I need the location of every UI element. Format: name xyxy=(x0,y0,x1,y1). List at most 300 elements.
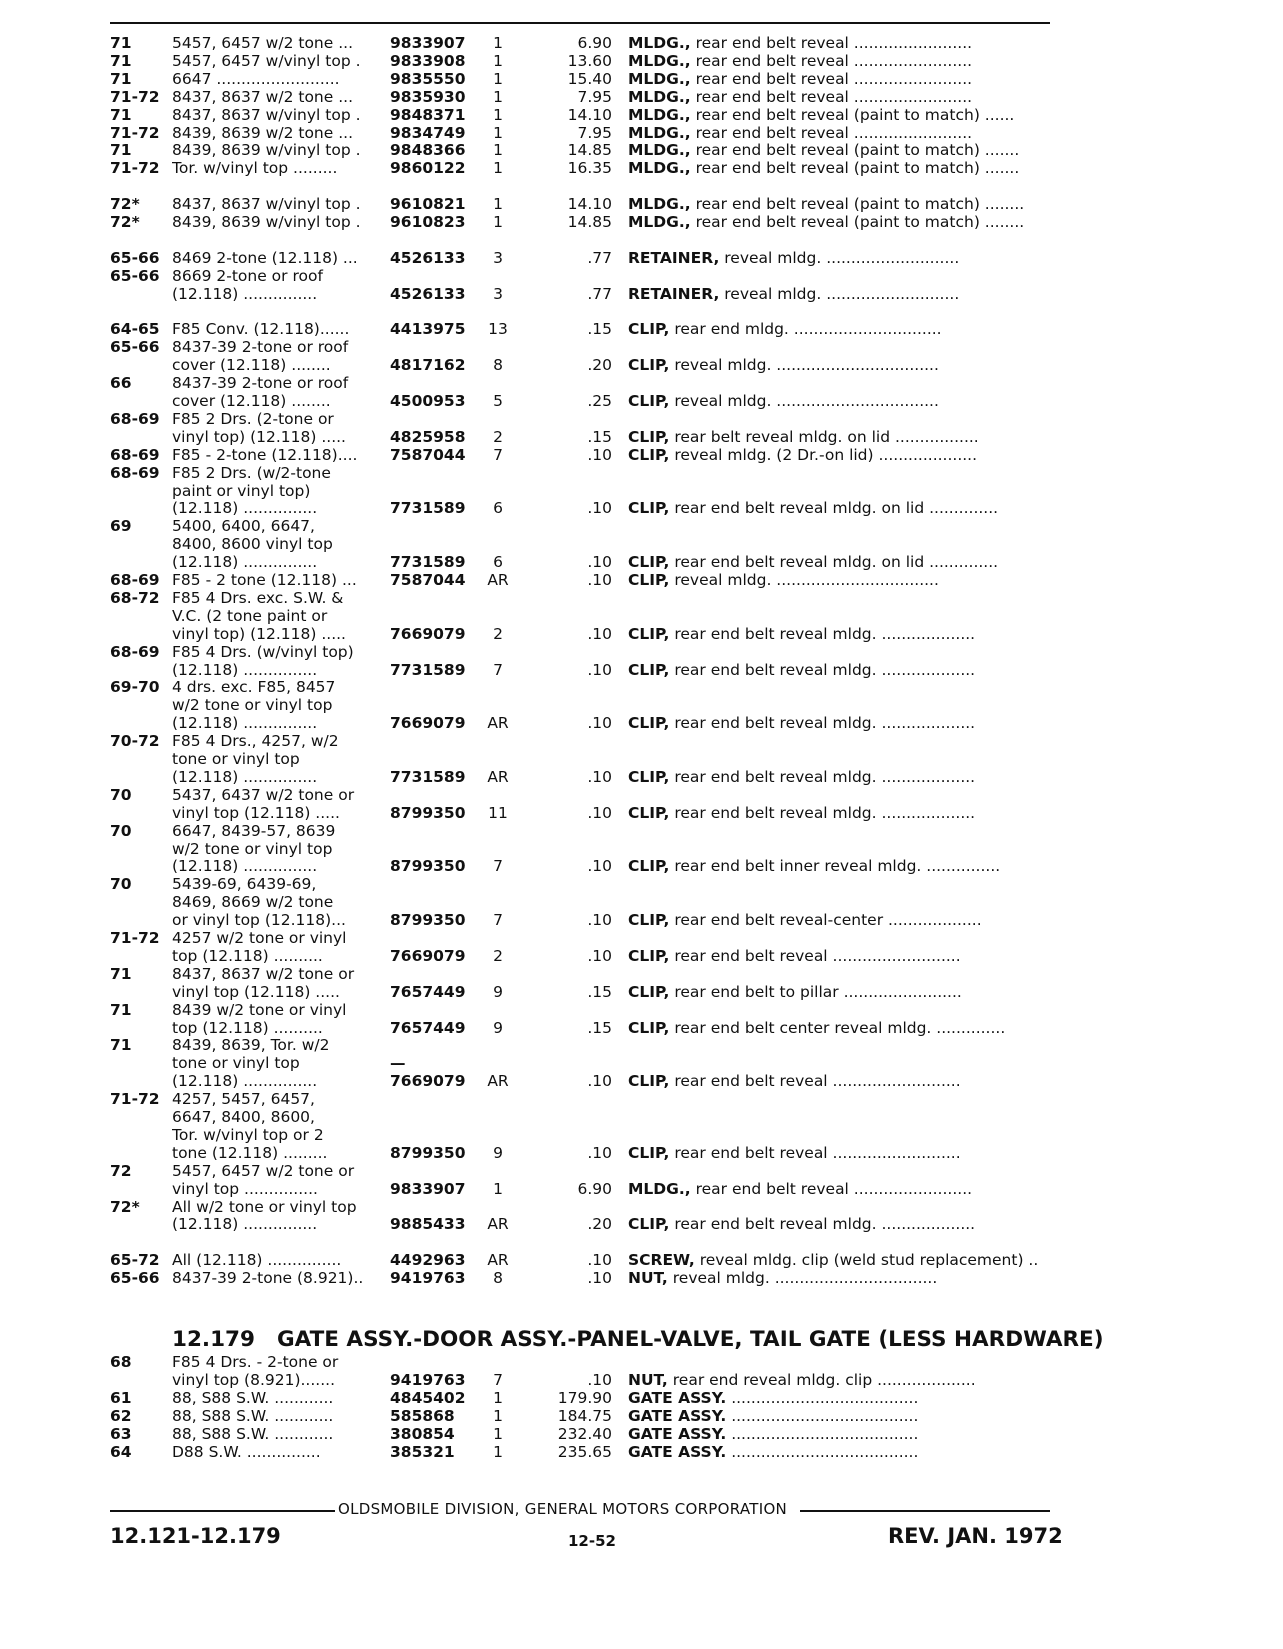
catalog-row xyxy=(0,249,1283,267)
model-description: (12.118) ............... xyxy=(172,553,318,572)
model-description: 8437, 8637 w/vinyl top . xyxy=(172,105,361,124)
unit-price: .10 xyxy=(587,571,612,589)
quantity: 3 xyxy=(493,284,503,303)
part-name-keyword: MLDG., xyxy=(628,213,691,231)
part-name-keyword: CLIP, xyxy=(628,356,670,375)
part-name-keyword: MLDG., xyxy=(628,69,691,88)
catalog-row xyxy=(0,750,1283,768)
part-number: 4845402 xyxy=(390,1388,466,1407)
model-description: 4257 w/2 tone or vinyl xyxy=(172,929,347,947)
catalog-row xyxy=(0,517,1283,535)
quantity: 13 xyxy=(488,320,508,339)
part-name xyxy=(628,553,1063,571)
part-name-detail: ...................................... xyxy=(731,1424,919,1443)
catalog-row xyxy=(0,696,1283,714)
catalog-row xyxy=(0,1019,1283,1037)
model-description: vinyl top) (12.118) ..... xyxy=(172,427,346,446)
part-name-detail: rear end belt reveal mldg. on lid .............. xyxy=(674,553,999,572)
year-model: 70 xyxy=(110,785,132,804)
part-name xyxy=(628,768,1063,786)
quantity: AR xyxy=(487,714,509,733)
catalog-row xyxy=(0,320,1283,338)
year-model: 68-69 xyxy=(110,642,160,661)
part-number: 4500953 xyxy=(390,392,466,410)
unit-price: 6.90 xyxy=(577,34,612,52)
part-name xyxy=(628,195,1063,213)
unit-price: .10 xyxy=(587,714,612,733)
quantity: 1 xyxy=(493,123,503,142)
year-model: 72* xyxy=(110,1197,140,1216)
quantity: 6 xyxy=(493,553,503,572)
catalog-row xyxy=(0,965,1283,983)
part-name-detail: rear end belt reveal ........................ xyxy=(695,51,973,70)
catalog-row xyxy=(0,124,1283,142)
part-name-keyword: GATE ASSY. xyxy=(628,1406,727,1425)
catalog-row xyxy=(0,1144,1283,1162)
part-name-keyword: CLIP, xyxy=(628,714,670,733)
quantity: 7 xyxy=(493,445,503,464)
unit-price: .10 xyxy=(587,624,612,643)
part-number: 4526133 xyxy=(390,248,466,267)
year-model: 62 xyxy=(110,1406,132,1425)
part-name-detail: reveal mldg. ................................. xyxy=(674,571,939,589)
footer-rule-left xyxy=(110,1510,335,1512)
catalog-row xyxy=(0,786,1283,804)
model-description: 6647 ......................... xyxy=(172,69,340,88)
catalog-row xyxy=(0,911,1283,929)
part-number: 9610823 xyxy=(390,213,466,231)
quantity: 9 xyxy=(493,1018,503,1037)
part-name-detail: reveal mldg. ................................. xyxy=(672,1269,938,1288)
part-name-keyword: GATE ASSY. xyxy=(628,1424,727,1443)
part-name xyxy=(628,52,1063,70)
part-name-detail: rear end belt center reveal mldg. .............. xyxy=(674,1018,1006,1037)
model-description: 8469, 8669 w/2 tone xyxy=(172,893,334,912)
catalog-row xyxy=(0,929,1283,947)
part-number: 7731589 xyxy=(390,767,466,786)
model-description: top (12.118) .......... xyxy=(172,1018,323,1037)
model-description: F85 2 Drs. (2-tone or xyxy=(172,409,334,428)
catalog-row xyxy=(0,1269,1283,1287)
unit-price: .10 xyxy=(587,1370,612,1389)
part-number: 9833907 xyxy=(390,1179,466,1198)
part-name-detail: rear end belt reveal-center ................... xyxy=(674,911,982,930)
model-description: vinyl top (12.118) ..... xyxy=(172,803,340,822)
quantity: 1 xyxy=(493,105,503,124)
catalog-row xyxy=(0,428,1283,446)
model-description: F85 - 2-tone (12.118).... xyxy=(172,445,358,464)
model-description: (12.118) ............... xyxy=(172,284,318,303)
catalog-row xyxy=(0,857,1283,875)
catalog-row xyxy=(0,553,1283,571)
part-name-detail: rear end belt reveal ........................ xyxy=(695,123,973,142)
part-name-keyword: MLDG., xyxy=(628,141,691,160)
model-description: (12.118) ............... xyxy=(172,1072,318,1091)
unit-price: 6.90 xyxy=(577,1179,612,1198)
part-number: 385321 xyxy=(390,1442,455,1461)
model-description: 8437, 8637 w/2 tone ... xyxy=(172,87,353,106)
unit-price: .10 xyxy=(587,911,612,930)
catalog-row xyxy=(0,875,1283,893)
catalog-row xyxy=(0,52,1283,70)
part-name-detail: reveal mldg. ................................. xyxy=(674,356,939,375)
catalog-row xyxy=(0,643,1283,661)
part-name-detail: rear end belt reveal mldg. on lid .............. xyxy=(674,499,999,518)
catalog-row xyxy=(0,607,1283,625)
quantity: 1 xyxy=(493,159,503,178)
model-description: 8439 w/2 tone or vinyl xyxy=(172,1000,347,1019)
part-name xyxy=(628,911,1063,929)
part-name-keyword: MLDG., xyxy=(628,87,691,106)
unit-price: .15 xyxy=(587,1018,612,1037)
part-name-keyword: MLDG., xyxy=(628,105,691,124)
model-description: (12.118) ............... xyxy=(172,767,318,786)
year-model: 71 xyxy=(110,964,132,983)
part-name-keyword: RETAINER, xyxy=(628,284,720,303)
unit-price: 232.40 xyxy=(557,1424,612,1443)
part-number: 7657449 xyxy=(390,982,466,1001)
model-description: 8439, 8639 w/2 tone ... xyxy=(172,123,353,142)
quantity: 7 xyxy=(493,911,503,930)
quantity: 6 xyxy=(493,499,503,518)
unit-price: 184.75 xyxy=(557,1406,612,1425)
quantity: 3 xyxy=(493,248,503,267)
part-name xyxy=(628,106,1063,124)
model-description: paint or vinyl top) xyxy=(172,481,311,500)
part-name xyxy=(628,1269,1063,1287)
catalog-row xyxy=(0,34,1283,52)
catalog-row xyxy=(0,392,1283,410)
unit-price: .10 xyxy=(587,1269,612,1288)
quantity: 1 xyxy=(493,34,503,52)
model-description: F85 - 2 tone (12.118) ... xyxy=(172,571,357,589)
catalog-row xyxy=(0,678,1283,696)
part-name-detail: rear end belt reveal (paint to match) ........ xyxy=(695,195,1025,214)
part-name-keyword: CLIP, xyxy=(628,857,670,876)
year-model: 72 xyxy=(110,1161,132,1180)
quantity: AR xyxy=(487,1251,509,1270)
part-name-detail: reveal mldg. ................................. xyxy=(674,392,939,410)
part-name-keyword: CLIP, xyxy=(628,660,670,679)
catalog-row xyxy=(0,1389,1283,1407)
catalog-row xyxy=(0,499,1283,517)
part-number: 9419763 xyxy=(390,1370,466,1389)
part-name xyxy=(628,1389,1063,1407)
year-model: 71-72 xyxy=(110,159,160,178)
part-number: 9860122 xyxy=(390,159,466,178)
year-model: 63 xyxy=(110,1424,132,1443)
year-model: 69-70 xyxy=(110,678,160,697)
year-model: 68-72 xyxy=(110,588,160,607)
part-name xyxy=(628,499,1063,517)
quantity: AR xyxy=(487,767,509,786)
part-name-detail: reveal mldg. clip (weld stud replacement) .. xyxy=(699,1251,1039,1270)
part-name-detail: ...................................... xyxy=(731,1442,919,1461)
unit-price: .10 xyxy=(587,767,612,786)
quantity: 1 xyxy=(493,141,503,160)
quantity: 1 xyxy=(493,87,503,106)
model-description: vinyl top (12.118) ..... xyxy=(172,982,340,1001)
part-name-keyword: CLIP, xyxy=(628,767,670,786)
catalog-row xyxy=(0,1353,1283,1371)
quantity: 2 xyxy=(493,946,503,965)
footer-rule-right xyxy=(800,1510,1050,1512)
part-name-detail: rear end reveal mldg. clip .................... xyxy=(672,1370,976,1389)
model-description: F85 2 Drs. (w/2-tone xyxy=(172,463,331,482)
quantity: 1 xyxy=(493,69,503,88)
unit-price: 7.95 xyxy=(577,123,612,142)
part-name xyxy=(628,661,1063,679)
part-name-keyword: MLDG., xyxy=(628,34,691,52)
part-number: 7731589 xyxy=(390,499,466,518)
part-name-keyword: CLIP, xyxy=(628,553,670,572)
part-name xyxy=(628,141,1063,159)
unit-price: .15 xyxy=(587,982,612,1001)
part-name-detail: reveal mldg. ........................... xyxy=(724,248,960,267)
part-number: 9610821 xyxy=(390,195,466,214)
catalog-row xyxy=(0,356,1283,374)
quantity: 1 xyxy=(493,213,503,231)
footer-corporation: OLDSMOBILE DIVISION, GENERAL MOTORS CORPORATION xyxy=(338,1500,788,1518)
part-name xyxy=(628,625,1063,643)
catalog-row xyxy=(0,1198,1283,1216)
model-description: cover (12.118) ........ xyxy=(172,356,331,375)
part-name-detail: reveal mldg. ........................... xyxy=(724,284,960,303)
unit-price: 15.40 xyxy=(567,69,612,88)
unit-price: .10 xyxy=(587,857,612,876)
part-name xyxy=(628,446,1063,464)
part-name xyxy=(628,88,1063,106)
part-name-detail: rear end belt reveal (paint to match) ....... xyxy=(695,159,1020,178)
year-model: 72* xyxy=(110,195,140,214)
part-name-keyword: CLIP, xyxy=(628,1143,670,1162)
part-name-detail: rear end belt reveal mldg. ................... xyxy=(674,767,976,786)
model-description: vinyl top) (12.118) ..... xyxy=(172,624,346,643)
year-model: 71 xyxy=(110,1000,132,1019)
year-model: 68-69 xyxy=(110,571,160,589)
unit-price: .10 xyxy=(587,445,612,464)
part-number: 8799350 xyxy=(390,1143,466,1162)
part-number: 9835930 xyxy=(390,87,466,106)
model-description: 8439, 8639, Tor. w/2 xyxy=(172,1036,330,1055)
catalog-row xyxy=(0,88,1283,106)
model-description: 8400, 8600 vinyl top xyxy=(172,535,333,554)
model-description: 5437, 6437 w/2 tone or xyxy=(172,785,355,804)
catalog-row xyxy=(0,1443,1283,1461)
part-number: 4825958 xyxy=(390,427,466,446)
model-description: tone or vinyl top xyxy=(172,1054,300,1073)
model-description: 5457, 6457 w/2 tone or xyxy=(172,1161,355,1180)
footer-revision: REV. JAN. 1972 xyxy=(888,1524,1063,1548)
part-name-keyword: SCREW, xyxy=(628,1251,695,1270)
year-model: 71-72 xyxy=(110,1090,160,1109)
part-number: 380854 xyxy=(390,1424,455,1443)
part-name-detail: rear end belt reveal (paint to match) ...... xyxy=(695,105,1015,124)
part-name-keyword: CLIP, xyxy=(628,571,670,589)
catalog-row xyxy=(0,70,1283,88)
top-rule xyxy=(110,22,1050,24)
quantity: AR xyxy=(487,1072,509,1091)
catalog-row xyxy=(0,374,1283,392)
year-model: 64-65 xyxy=(110,320,160,339)
catalog-row xyxy=(0,1036,1283,1054)
quantity: 5 xyxy=(493,392,503,410)
unit-price: .10 xyxy=(587,803,612,822)
catalog-row xyxy=(0,840,1283,858)
part-name xyxy=(628,34,1063,52)
part-name xyxy=(628,1407,1063,1425)
year-model: 70-72 xyxy=(110,732,160,751)
unit-price: .20 xyxy=(587,356,612,375)
year-model: 71 xyxy=(110,51,132,70)
part-name xyxy=(628,1371,1063,1389)
model-description: vinyl top (8.921)....... xyxy=(172,1370,335,1389)
catalog-row xyxy=(0,822,1283,840)
catalog-row xyxy=(0,947,1283,965)
model-description: All (12.118) ............... xyxy=(172,1251,342,1270)
year-model: 61 xyxy=(110,1388,132,1407)
part-name-keyword: CLIP, xyxy=(628,1072,670,1091)
year-model: 64 xyxy=(110,1442,132,1461)
part-name-detail: rear end belt reveal ........................ xyxy=(695,1179,973,1198)
part-name-detail: rear end belt reveal mldg. ................... xyxy=(674,1215,976,1234)
quantity: 1 xyxy=(493,195,503,214)
model-description: 4257, 5457, 6457, xyxy=(172,1090,315,1109)
unit-price: .10 xyxy=(587,1143,612,1162)
part-number: 8799350 xyxy=(390,911,466,930)
catalog-row xyxy=(0,1407,1283,1425)
part-name-keyword: CLIP, xyxy=(628,392,670,410)
model-description: F85 4 Drs. (w/vinyl top) xyxy=(172,642,354,661)
part-name-detail: rear end belt reveal (paint to match) ....... xyxy=(695,141,1020,160)
year-model: 72* xyxy=(110,213,140,231)
part-name-detail: rear end belt reveal mldg. ................... xyxy=(674,803,976,822)
part-name-keyword: CLIP, xyxy=(628,1018,670,1037)
part-name-detail: rear end belt reveal .......................... xyxy=(674,946,961,965)
catalog-row xyxy=(0,410,1283,428)
model-description: V.C. (2 tone paint or xyxy=(172,606,328,625)
part-name-keyword: CLIP, xyxy=(628,445,670,464)
model-description: cover (12.118) ........ xyxy=(172,392,331,410)
part-name-keyword: CLIP, xyxy=(628,499,670,518)
year-model: 71-72 xyxy=(110,929,160,947)
part-number: 8799350 xyxy=(390,803,466,822)
catalog-row xyxy=(0,1251,1283,1269)
part-number: 9834749 xyxy=(390,123,466,142)
part-name-keyword: NUT, xyxy=(628,1370,668,1389)
quantity: 9 xyxy=(493,1143,503,1162)
catalog-row xyxy=(0,464,1283,482)
part-name-detail: rear end belt to pillar ........................ xyxy=(674,982,962,1001)
part-number: 7657449 xyxy=(390,1018,466,1037)
part-name xyxy=(628,1425,1063,1443)
part-name xyxy=(628,804,1063,822)
part-name-keyword: CLIP, xyxy=(628,946,670,965)
catalog-row xyxy=(0,1001,1283,1019)
unit-price: .20 xyxy=(587,1215,612,1234)
catalog-row xyxy=(0,195,1283,213)
model-description: F85 4 Drs. - 2-tone or xyxy=(172,1353,339,1371)
catalog-row xyxy=(0,1090,1283,1108)
unit-price: .77 xyxy=(587,248,612,267)
part-name-keyword: MLDG., xyxy=(628,123,691,142)
part-name-detail: rear end belt reveal ........................ xyxy=(695,34,973,52)
part-name xyxy=(628,1180,1063,1198)
part-name-keyword: CLIP, xyxy=(628,1215,670,1234)
unit-price: 7.95 xyxy=(577,87,612,106)
quantity: 1 xyxy=(493,1442,503,1461)
year-model: 70 xyxy=(110,875,132,894)
model-description: 5457, 6457 w/2 tone ... xyxy=(172,34,353,52)
part-name-keyword: MLDG., xyxy=(628,159,691,178)
year-model: 65-72 xyxy=(110,1251,160,1270)
model-description: 6647, 8400, 8600, xyxy=(172,1108,315,1126)
model-description: 88, S88 S.W. ............ xyxy=(172,1406,334,1425)
part-name-detail: rear end belt reveal mldg. ................... xyxy=(674,714,976,733)
year-model: 68 xyxy=(110,1353,132,1371)
quantity: 8 xyxy=(493,1269,503,1288)
unit-price: .10 xyxy=(587,1251,612,1270)
part-number: 4492963 xyxy=(390,1251,466,1270)
year-model: 71 xyxy=(110,69,132,88)
unit-price: 235.65 xyxy=(557,1442,612,1461)
unit-price: 16.35 xyxy=(567,159,612,178)
footer-section-range: 12.121-12.179 xyxy=(110,1524,281,1548)
part-number: 9833907 xyxy=(390,34,466,52)
part-number: 9848371 xyxy=(390,105,466,124)
catalog-row xyxy=(0,267,1283,285)
catalog-row xyxy=(0,661,1283,679)
part-number: 7587044 xyxy=(390,571,466,589)
quantity: 1 xyxy=(493,1424,503,1443)
part-number: 9835550 xyxy=(390,69,466,88)
year-model: 68-69 xyxy=(110,445,160,464)
catalog-row xyxy=(0,535,1283,553)
part-number: 9833908 xyxy=(390,51,466,70)
part-name-keyword: CLIP, xyxy=(628,911,670,930)
part-name-detail: reveal mldg. (2 Dr.-on lid) .................... xyxy=(674,445,978,464)
unit-price: .10 xyxy=(587,946,612,965)
catalog-row xyxy=(0,1054,1283,1072)
part-name xyxy=(628,213,1063,231)
year-model: 71 xyxy=(110,141,132,160)
section-heading xyxy=(172,1327,1104,1353)
year-model: 68-69 xyxy=(110,463,160,482)
unit-price: .15 xyxy=(587,320,612,339)
catalog-row xyxy=(0,732,1283,750)
catalog-row xyxy=(0,482,1283,500)
quantity: 7 xyxy=(493,857,503,876)
model-description: (12.118) ............... xyxy=(172,1215,318,1234)
part-name-keyword: CLIP, xyxy=(628,320,670,339)
part-name-detail: rear end belt reveal mldg. ................... xyxy=(674,624,976,643)
model-description: F85 Conv. (12.118)...... xyxy=(172,320,350,339)
catalog-row xyxy=(0,446,1283,464)
part-number: 9848366 xyxy=(390,141,466,160)
unit-price: .25 xyxy=(587,392,612,410)
part-name xyxy=(628,70,1063,88)
part-number: 4413975 xyxy=(390,320,466,339)
quantity: 1 xyxy=(493,1179,503,1198)
unit-price: 13.60 xyxy=(567,51,612,70)
part-name-detail: rear end belt inner reveal mldg. ............... xyxy=(674,857,1001,876)
catalog-row xyxy=(0,1371,1283,1389)
catalog-row xyxy=(0,1162,1283,1180)
model-description: 5439-69, 6439-69, xyxy=(172,875,317,894)
section-title: GATE ASSY.-DOOR ASSY.-PANEL-VALVE, TAIL GATE (LESS HARDWARE) xyxy=(276,1327,1104,1352)
quantity: 2 xyxy=(493,427,503,446)
catalog-row xyxy=(0,804,1283,822)
